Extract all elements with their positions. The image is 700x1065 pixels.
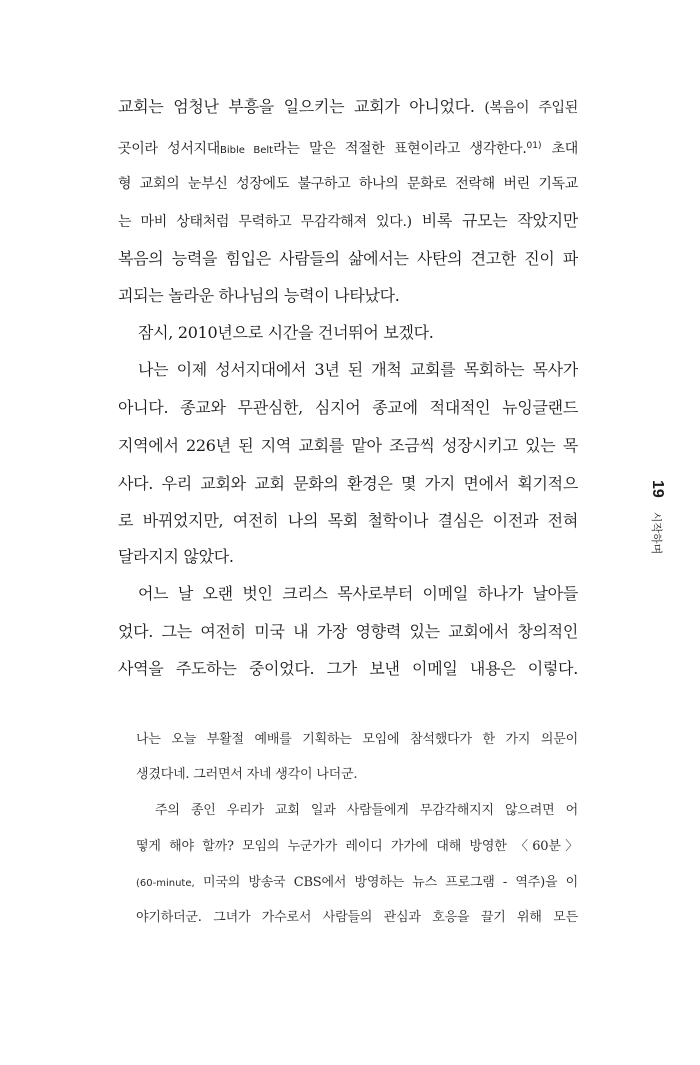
parenthetical-note: 초대 [551,141,578,157]
page-margin-label [647,480,667,570]
quote-text: 미국의 방송국 CBS에서 방영하는 뉴스 프로그램 - 역주)을 이 [202,875,578,890]
body-line-2 [118,134,578,158]
body-line-7: 잠시, 2010년으로 시간을 건너뛰어 보겠다. [138,323,434,342]
parenthetical-note: 는 마비 상태처럼 무력하고 무감각해져 있다.) [118,214,412,230]
page-number: 19 [649,480,666,498]
running-head: 시작하며 [650,511,663,555]
body-line-8: 나는 이제 성서지대에서 3년 된 개척 교회를 목회하는 목사가 [138,360,578,379]
parenthetical-note: 라는 말은 적절한 표현이라고 생각한다. [273,141,527,157]
quote-line-2: 생겼다네. 그러면서 자네 생각이 나더군. [136,767,358,782]
quote-line-6: 야기하더군. 그녀가 가수로서 사람들의 관심과 호응을 끌기 위해 모든 [136,910,578,925]
body-line-11: 사다. 우리 교회와 교회 문화의 환경은 몇 가지 면에서 획기적으 [118,474,578,493]
body-line-4 [118,209,578,233]
quote-line-5 [136,871,578,895]
quote-line-3: 주의 종인 우리가 교회 일과 사람들에게 무감각해지지 않으려면 어 [155,803,578,818]
body-line-10: 지역에서 226년 된 지역 교회를 맡아 조금씩 성장시키고 있는 목 [118,436,578,455]
parenthetical-note: (복음이 주입된 [484,100,578,116]
body-text: 교회는 엄청난 부흥을 일으키는 교회가 아니었다. [118,97,475,116]
body-line-1 [118,95,578,119]
english-term: Bible Belt [220,145,274,156]
body-line-5: 복음의 능력을 힘입은 사람들의 삶에서는 사탄의 견고한 진이 파 [118,249,578,268]
footnote-marker: 01) [526,141,542,151]
body-text: 비록 규모는 작았지만 [421,211,578,230]
body-line-3: 형 교회의 눈부신 성장에도 불구하고 하나의 문화로 전락해 버린 기독교 [118,176,578,192]
body-line-14: 어느 날 오랜 벗인 크리스 목사로부터 이메일 하나가 날아들 [138,584,578,603]
quote-line-1: 나는 오늘 부활절 예배를 기획하는 모임에 참석했다가 한 가지 의문이 [136,732,578,747]
quote-line-4: 떻게 해야 할까? 모임의 누군가가 레이디 가가에 대해 방영한 〈60분〉 [136,839,578,854]
body-line-15: 었다. 그는 여전히 미국 내 가장 영향력 있는 교회에서 창의적인 [118,622,578,641]
parenthetical-note: 곳이라 성서지대 [118,141,220,157]
body-line-6: 괴되는 놀라운 하나님의 능력이 나타났다. [118,286,400,305]
body-line-9: 아니다. 종교와 무관심한, 심지어 종교에 적대적인 뉴잉글랜드 [118,398,578,417]
body-line-16: 사역을 주도하는 중이었다. 그가 보낸 이메일 내용은 이렇다. [118,659,578,678]
english-term: (60-minute, [136,878,195,889]
body-line-12: 로 바뀌었지만, 여전히 나의 목회 철학이나 결심은 이전과 전혀 [118,511,578,530]
body-line-13: 달라지지 않았다. [118,547,234,566]
